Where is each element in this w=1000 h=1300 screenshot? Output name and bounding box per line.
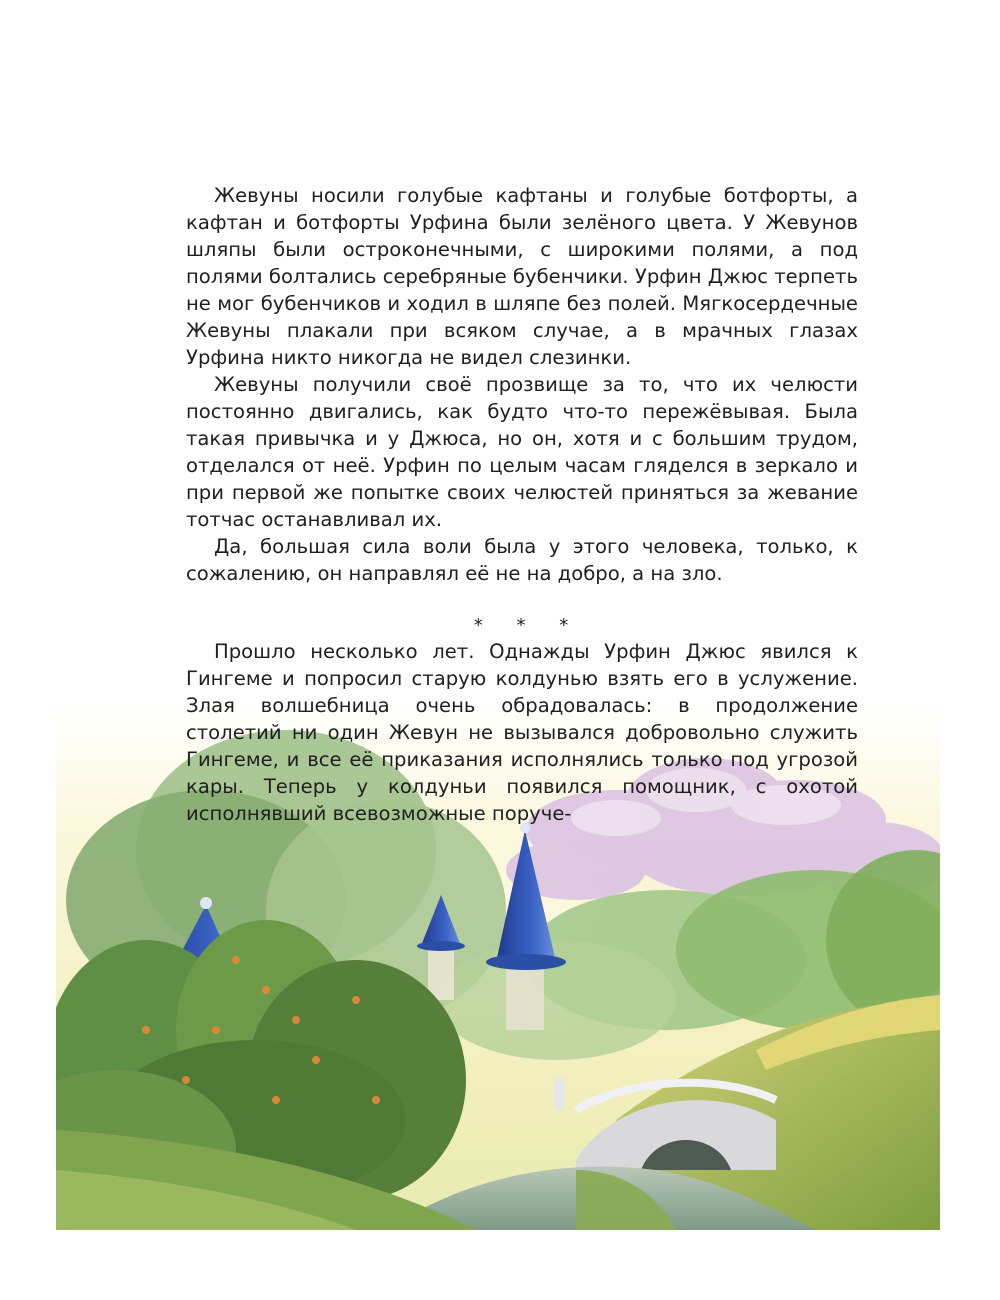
paragraph-4: Прошло несколько лет. Однажды Урфин Джюс явился к Гингеме и попросил старую колдунью взять его в услужение. Злая волшебница очень обрадовалась: в продолжение столетий ни один Жевун не вызывался добровольно служить Гингеме, и все её приказания исполнялись только под угрозой кары. Теперь у колдуньи появился помощник, с охотой исполнявший всевозможные поруче- bbox=[186, 640, 858, 825]
section-divider: * * * bbox=[473, 615, 583, 636]
paragraph-1: Жевуны носили голубые кафтаны и голубые ботфорты, а кафтан и ботфорты Урфина были зелёного цвета. У Жевунов шляпы были остроконечными, с широкими полями, а под полями болтались серебряные бубенчики. Урфин Джюс терпеть не мог бубенчиков и ходил в шляпе без полей. Мягкосердечные Жевуны плакали при всяком случае, а в мрачных глазах Урфина никто никогда не видел слезинки. bbox=[186, 184, 858, 369]
paragraph-2: Жевуны получили своё прозвище за то, что их челюсти постоянно двигались, как будто что-то пережёвывая. Была такая привычка и у Джюса, но он, хотя и с большим трудом, отделался от неё. Урфин по целым часам гляделся в зеркало и при первой же попытке своих челюстей приняться за жевание тотчас останавливал их. bbox=[186, 373, 858, 531]
paragraph-3: Да, большая сила воли была у этого человека, только, к сожалению, он направлял её не на добро, а на зло. bbox=[186, 535, 858, 585]
body-text bbox=[186, 182, 858, 827]
